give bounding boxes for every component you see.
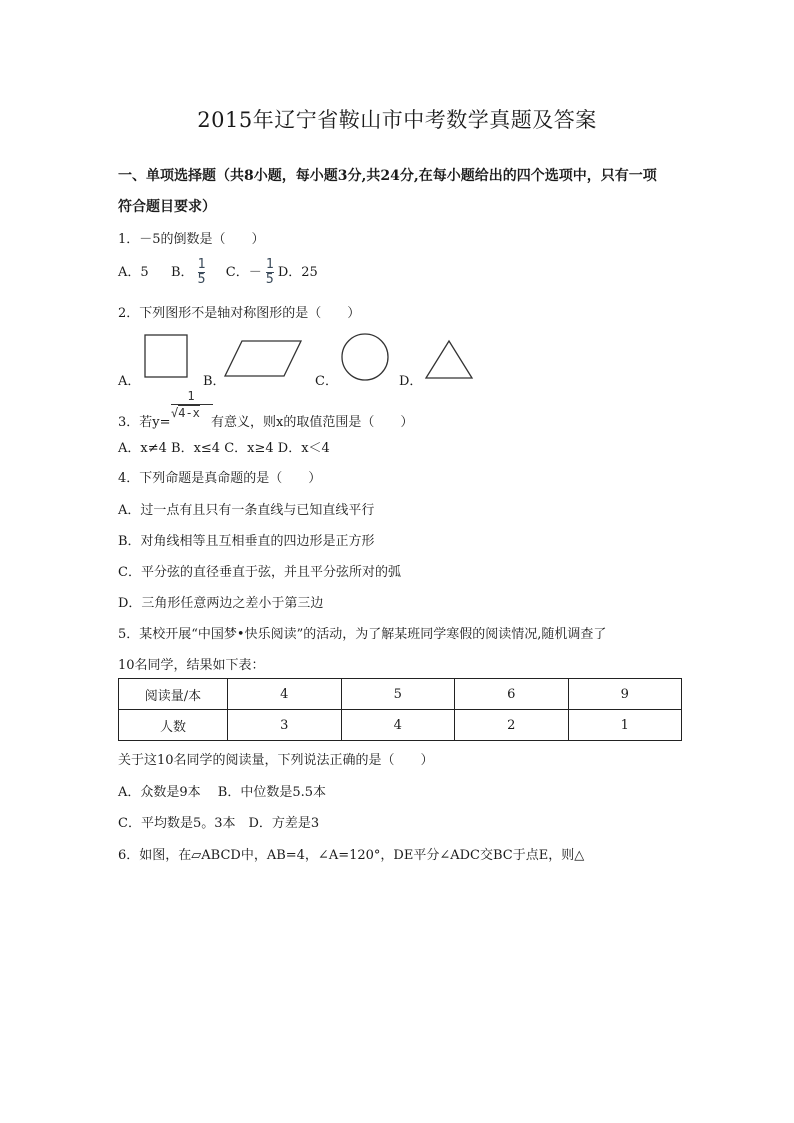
table-cell: 5	[341, 679, 455, 710]
q1-option-a: A．5	[118, 265, 149, 280]
square-figure	[143, 333, 189, 379]
q2-option-b: B．	[203, 374, 226, 389]
q3-options: A．x≠4 B．x≤4 C．x≥4 D．x＜4	[118, 441, 330, 456]
circle-figure	[339, 331, 391, 383]
section-heading-cont: 符合题目要求）	[118, 199, 216, 215]
q4-option-c: C．平分弦的直径垂直于弦，并且平分弦所对的弧	[118, 565, 401, 580]
q2-option-c: C．	[315, 374, 338, 389]
q4-stem: 4．下列命题是真命题的是（ ）	[118, 471, 322, 486]
q3-fraction-denominator: √4-x	[171, 406, 200, 420]
table-cell: 4	[228, 679, 342, 710]
q5-options-ab: A．众数是9本 B．中位数是5.5本	[118, 785, 327, 800]
section-heading: 一、单项选择题（共8小题，每小题3分,共24分,在每小题给出的四个选项中，只有一项	[118, 168, 657, 184]
table-header-cell: 人数	[119, 710, 228, 741]
q1-option-b-label: B．	[170, 265, 194, 280]
table-cell: 2	[455, 710, 569, 741]
q1-option-c-fraction: $\frac{1}{5}$	[265, 257, 274, 287]
table-cell: 9	[568, 679, 682, 710]
q1-option-b-fraction: $\frac{1}{5}$	[197, 257, 206, 287]
page-title: 2015年辽宁省鞍山市中考数学真题及答案	[197, 108, 597, 132]
table-cell: 3	[228, 710, 342, 741]
table-cell: 6	[455, 679, 569, 710]
q3-fraction	[171, 388, 213, 421]
triangle-figure	[423, 338, 475, 382]
table-header-cell: 阅读量/本	[119, 679, 228, 710]
parallelogram-figure	[222, 338, 304, 380]
q4-option-d: D．三角形任意两边之差小于第三边	[118, 596, 324, 611]
q5-question: 关于这10名同学的阅读量，下列说法正确的是（ ）	[118, 753, 434, 768]
q1-option-d: D．25	[277, 265, 318, 280]
q2-option-a: A．	[118, 374, 141, 389]
q6-stem: 6．如图，在▱ABCD中，AB=4，∠A=120°，DE平分∠ADC交BC于点E，则△	[118, 848, 585, 863]
q4-option-b: B．对角线相等且互相垂直的四边形是正方形	[118, 534, 375, 549]
q5-stem-cont: 10名同学，结果如下表：	[118, 658, 265, 673]
q2-option-d: D．	[399, 374, 423, 389]
q4-option-a: A．过一点有且只有一条直线与已知直线平行	[118, 503, 375, 518]
table-cell: 4	[341, 710, 455, 741]
q1-options	[118, 258, 318, 287]
q5-stem: 5．某校开展“中国梦•快乐阅读”的活动，为了解某班同学寒假的阅读情况,随机调查了	[118, 627, 607, 642]
table-cell: 1	[568, 710, 682, 741]
q2-stem: 2．下列图形不是轴对称图形的是（ ）	[118, 306, 361, 321]
table-row	[119, 710, 682, 741]
q1-option-c-label: C．－	[225, 265, 262, 280]
q5-options-cd: C．平均数是5。3本 D．方差是3	[118, 816, 320, 831]
table-row	[119, 679, 682, 710]
q3-stem-pre: 3．若y=	[118, 415, 171, 430]
q3-fraction-numerator: 1	[171, 388, 213, 405]
sqrt-icon: √	[171, 406, 179, 420]
reading-table	[118, 678, 682, 741]
q3-stem-post: 有意义，则x的取值范围是（ ）	[211, 415, 414, 430]
q1-stem: 1．－5的倒数是（ ）	[118, 232, 265, 247]
